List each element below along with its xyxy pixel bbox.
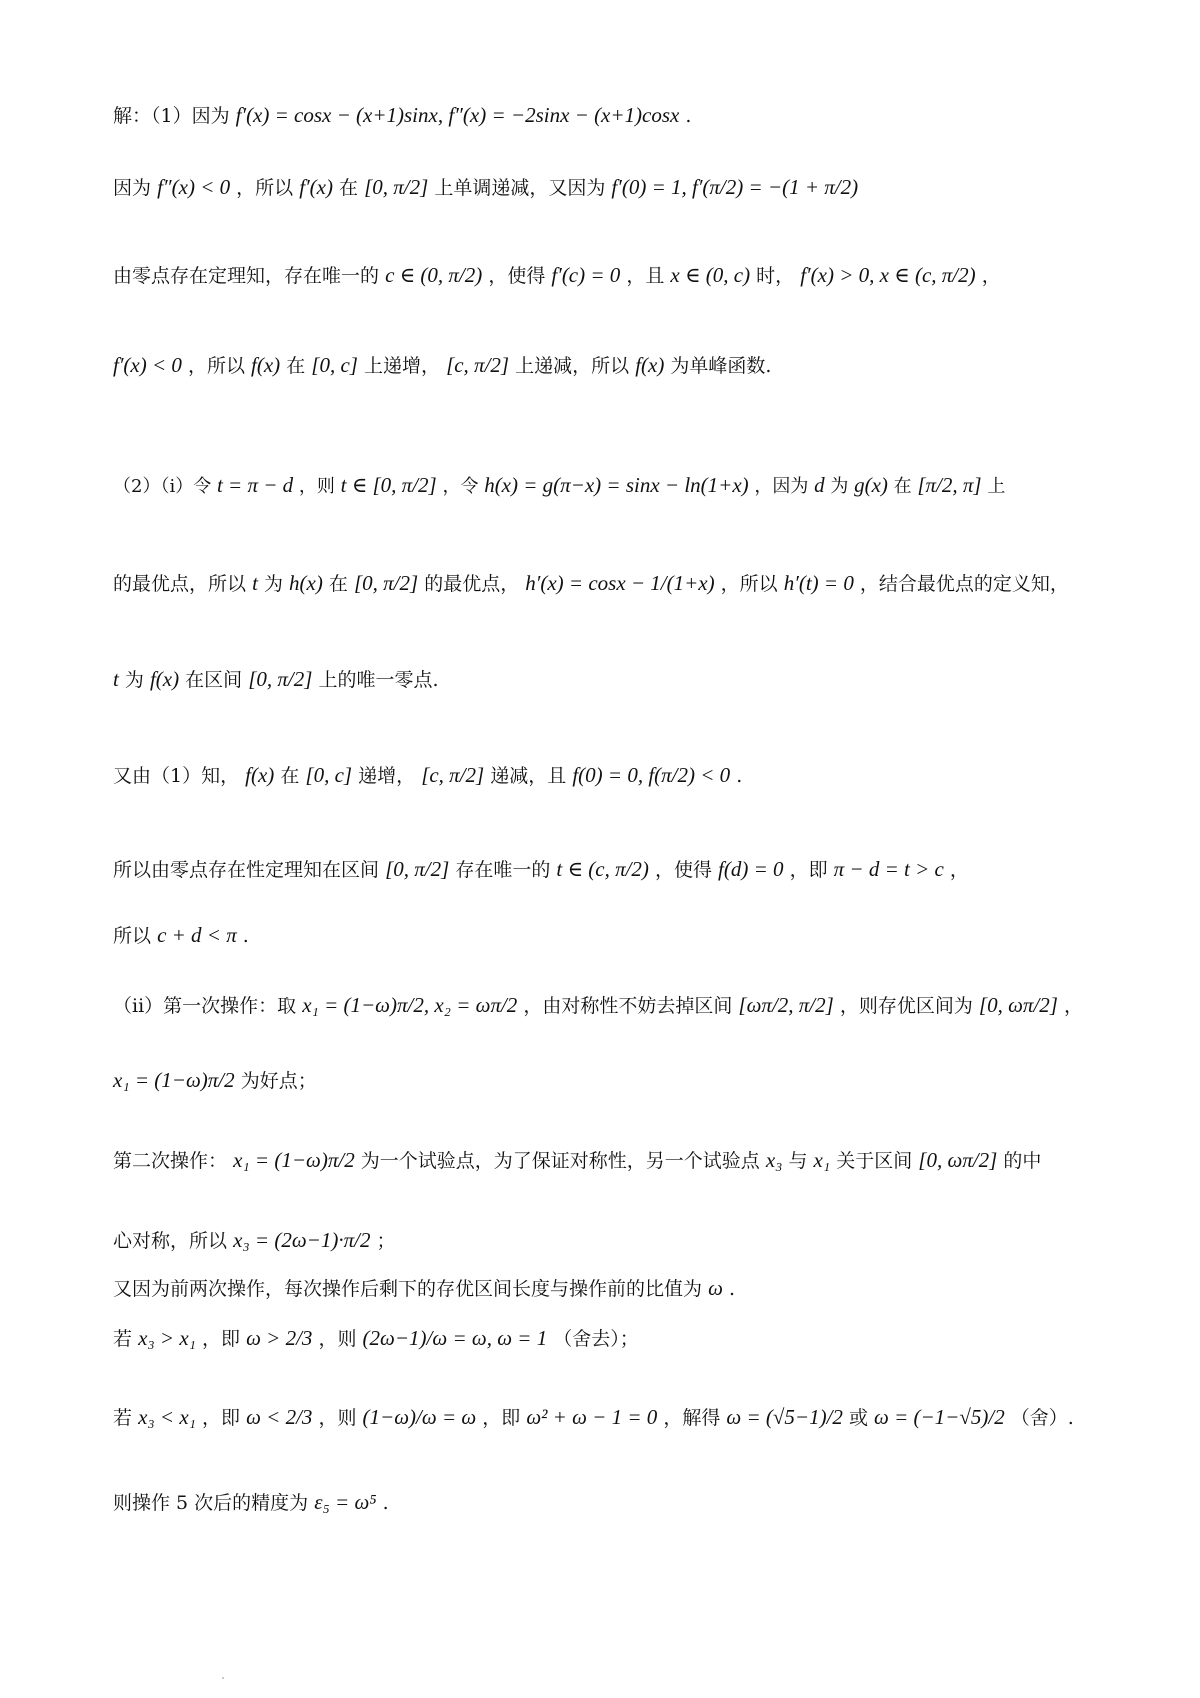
formula: f″(x) < 0 [157,175,231,199]
text: 解：（1）因为 [113,105,230,127]
line-13 [113,1148,1113,1173]
formula: ω < 2/3 [246,1405,313,1429]
formula: h(x) = g(π−x) = sinx − ln(1+x) [484,473,749,497]
formula: f′(x) [299,175,333,199]
line-10 [113,923,1113,948]
formula: h′(x) = cosx − 1/(1+x) [525,571,715,595]
formula: ω > 2/3 [246,1326,313,1350]
text: 递减，且 [490,765,567,787]
formula: f′(x) < 0 [113,353,182,377]
text: ， [981,265,1001,287]
text: 若 [113,1407,133,1429]
text: 为单峰函数. [670,355,772,377]
formula: f′(x) > 0, x ∈ (c, π/2) [800,263,976,287]
interval: [0, π/2] [364,175,429,199]
interval: [0, ωπ/2] [918,1148,998,1172]
text: ，所以 [720,573,778,595]
text: 又因为前两次操作，每次操作后剩下的存优区间长度与操作前的比值为 [113,1278,703,1300]
text: 在区间 [185,669,243,691]
text: ，即 [202,1328,241,1350]
formula: x₁ = (1−ω)π/2 [113,1068,235,1092]
text: ，则 [298,476,335,497]
formula: t = π − d [216,473,294,497]
text: ，即 [789,859,828,881]
text: ，令 [442,476,479,497]
formula: h′(t) = 0 [783,571,854,595]
line-14 [113,1228,1113,1253]
text: 为 [263,573,283,595]
formula: (1−ω)/ω = ω [362,1405,477,1429]
text: （舍去）； [553,1328,639,1350]
formula: ω = (−1−√5)/2 [874,1405,1005,1429]
formula: f(x) [635,353,665,377]
formula: π − d = t > c [833,857,944,881]
formula: x₁ = (1−ω)π/2 [233,1148,355,1172]
line-12 [113,1068,1113,1093]
text: . [242,925,249,947]
formula: t ∈ [0, π/2] [340,473,437,497]
text: （2）（i）令 [113,476,212,497]
text: 为好点； [240,1070,317,1092]
formula: f′(0) = 1, f′(π/2) = −(1 + π/2) [611,175,859,199]
text: 为一个试验点，为了保证对称性，另一个试验点 [360,1150,760,1172]
text: 若 [113,1328,133,1350]
text: ，则 [318,1407,357,1429]
text: 的最优点，所以 [113,573,247,595]
formula: h(x) [289,571,323,595]
text: 为 [830,476,849,497]
text: 在 [286,355,306,377]
formula: c + d < π [157,923,237,947]
formula: f′(x) = cosx − (x+1)sinx, f″(x) = −2sinx − (x+1)cosx [235,103,680,127]
interval: [c, π/2] [446,353,510,377]
text: ，则 [318,1328,357,1350]
line-15 [113,1276,1113,1301]
formula: ω [708,1276,723,1300]
formula: f(x) [245,763,275,787]
text: 关于区间 [836,1150,913,1172]
text: 在 [893,476,912,497]
formula: x₃ < x₁ [138,1405,196,1429]
text: 上单调递减，又因为 [434,177,606,199]
text: （ii）第一次操作：取 [113,995,297,1017]
formula: t [113,667,119,691]
text: ，结合最优点的定义知， [859,573,1069,595]
text: 所以 [113,925,152,947]
text: 上 [987,476,1006,497]
text: 的中 [1003,1150,1042,1172]
line-11 [113,993,1113,1018]
formula: x₃ = (2ω−1)·π/2 [233,1228,371,1252]
text: 或 [848,1407,868,1429]
text: 在 [339,177,359,199]
text: ，即 [482,1407,521,1429]
text: 上递减，所以 [515,355,630,377]
text: 在 [328,573,348,595]
line-4 [113,353,1113,378]
text: 与 [788,1150,808,1172]
interval: [0, c] [311,353,358,377]
text: 为 [124,669,144,691]
line-16 [113,1326,1113,1351]
text: ， [1064,995,1084,1017]
text: ，所以 [236,177,294,199]
text: . [728,1278,735,1300]
text: ，由对称性不妨去掉区间 [523,995,733,1017]
text: （舍）. [1010,1407,1074,1429]
text: 所以由零点存在性定理知在区间 [113,859,380,881]
text: 存在唯一的 [455,859,551,881]
formula: t ∈ (c, π/2) [556,857,649,881]
formula: x₃ > x₁ [138,1326,196,1350]
formula: f′(c) = 0 [551,263,621,287]
text: 的最优点， [424,573,520,595]
interval: [c, π/2] [421,763,485,787]
interval: [0, c] [305,763,353,787]
text: 在 [280,765,300,787]
formula: f(0) = 0, f(π/2) < 0 [572,763,731,787]
text: . [382,1492,389,1514]
text: 第二次操作： [113,1150,228,1172]
text: ，且 [626,265,665,287]
line-17 [113,1405,1113,1430]
line-3 [113,263,1113,288]
interval: [0, π/2] [353,571,419,595]
interval: [π/2, π] [917,473,982,497]
formula: f(x) [251,353,281,377]
page-speck [222,1677,224,1679]
line-2 [113,175,1113,200]
formula: x₃ [765,1148,783,1172]
text: 由零点存在定理知，存在唯一的 [113,265,380,287]
formula: ε₅ = ω⁵ [314,1490,377,1514]
formula: x ∈ (0, c) [670,263,751,287]
line-6 [113,571,1113,596]
text: ， [949,859,969,881]
line-5 [113,473,1113,499]
text: 上的唯一零点. [318,669,439,691]
text: 心对称，所以 [113,1230,228,1252]
text: ； [376,1230,396,1252]
text: ，则存优区间为 [839,995,973,1017]
formula: x₁ [813,1148,831,1172]
text: 上递增， [364,355,441,377]
text: 时， [756,265,795,287]
formula: g(x) [854,473,888,497]
line-8 [113,763,1113,788]
text: ，使得 [654,859,712,881]
interval: [0, ωπ/2] [978,993,1058,1017]
text: ，使得 [488,265,546,287]
text: . [685,105,692,127]
line-18 [113,1490,1113,1515]
interval: [0, π/2] [385,857,450,881]
formula: ω² + ω − 1 = 0 [526,1405,658,1429]
text: ，即 [202,1407,241,1429]
text: ，因为 [754,476,809,497]
text: 又由（1）知， [113,765,240,787]
formula: d [814,473,825,497]
interval: [0, π/2] [248,667,313,691]
text: 因为 [113,177,152,199]
formula: (2ω−1)/ω = ω, ω = 1 [362,1326,548,1350]
text: ，解得 [663,1407,721,1429]
formula: ω = (√5−1)/2 [726,1405,843,1429]
line-7 [113,667,1113,692]
text: 则操作 5 次后的精度为 [113,1492,309,1514]
line-9 [113,857,1113,882]
formula: t [252,571,258,595]
interval: [ωπ/2, π/2] [738,993,834,1017]
line-1 [113,103,1113,128]
formula: f(d) = 0 [718,857,784,881]
formula: f(x) [149,667,180,691]
formula: x₁ = (1−ω)π/2, x₂ = ωπ/2 [302,993,518,1017]
text: ，所以 [187,355,245,377]
text: 递增， [358,765,416,787]
formula: c ∈ (0, π/2) [385,263,483,287]
text: . [736,765,743,787]
